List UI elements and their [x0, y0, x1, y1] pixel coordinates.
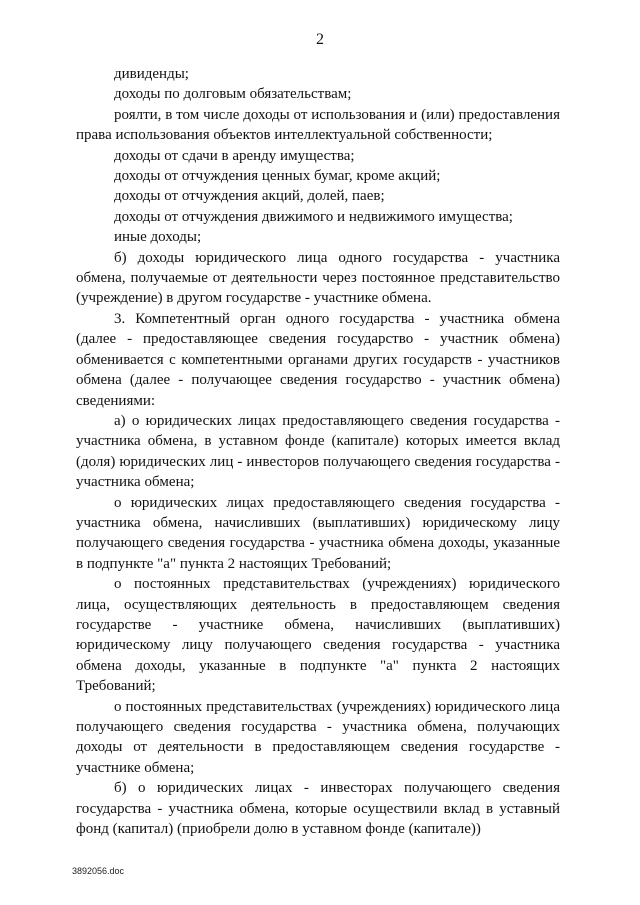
paragraph-permanent-establishments-receiving: о постоянных представительствах (учреждениях) юридического лица получающего сведения государства - участника обмена, получающих доходы от деятельности в предоставляющем сведения государстве - участнике обмена;	[76, 698, 560, 776]
paragraph-rental-income: доходы от сдачи в аренду имущества;	[114, 147, 355, 164]
paragraph-section-3: 3. Компетентный орган одного государства - участника обмена (далее - предоставляющее сведения государство - участник обмена) обменивается с компетентными органами других государств - участников обмена (далее - получающее сведения государство - участник обмена) сведениями:	[76, 310, 560, 409]
paragraph-property-income: доходы от отчуждения движимого и недвижимого имущества;	[114, 208, 513, 225]
page-number: 2	[316, 31, 324, 48]
paragraph-shares-income: доходы от отчуждения акций, долей, паев;	[114, 188, 385, 205]
document-body	[76, 64, 560, 839]
paragraph-permanent-establishments-paying: о постоянных представительствах (учреждениях) юридического лица, осуществляющих деятельность в предоставляющем сведения государстве - участнике обмена, начисливших (выплативших) юридическому лицу получающего сведения государства - участника обмена доходы, указанные в подпункте "а" пункта 2 настоящих Требований;	[76, 576, 560, 695]
paragraph-item-b-investors: б) о юридических лицах - инвесторах получающего сведения государства - участника обмена, которые осуществили вклад в уставный фонд (капитал) (приобрели долю в уставном фонде (капитале))	[76, 780, 560, 838]
paragraph-item-a-legal-entities: а) о юридических лицах предоставляющего сведения государства - участника обмена, в уставном фонде (капитале) которых имеется вклад (доля) юридических лиц - инвесторов получающего сведения государства - участника обмена;	[76, 412, 560, 491]
paragraph-item-b-permanent-establishment: б) доходы юридического лица одного государства - участника обмена, получаемые от деятельности через постоянное представительство (учреждение) в другом государстве - участнике обмена.	[76, 249, 560, 307]
paragraph-securities-income: доходы от отчуждения ценных бумаг, кроме акций;	[114, 168, 441, 185]
paragraph-dividends: дивиденды;	[114, 66, 189, 82]
file-name-footer: 3892056.doc	[72, 866, 125, 876]
paragraph-royalties: роялти, в том числе доходы от использования и (или) предоставления права использования объектов интеллектуальной собственности;	[76, 106, 560, 144]
paragraph-other-income: иные доходы;	[114, 229, 202, 246]
paragraph-accrued-income: о юридических лицах предоставляющего сведения государства - участника обмена, начисливших (выплативших) юридическому лицу получающего сведения государства - участника обмена доходы, указанные в подпункте "а" пункта 2 настоящих Требований;	[76, 494, 560, 572]
paragraph-debt-income: доходы по долговым обязательствам;	[114, 86, 352, 103]
